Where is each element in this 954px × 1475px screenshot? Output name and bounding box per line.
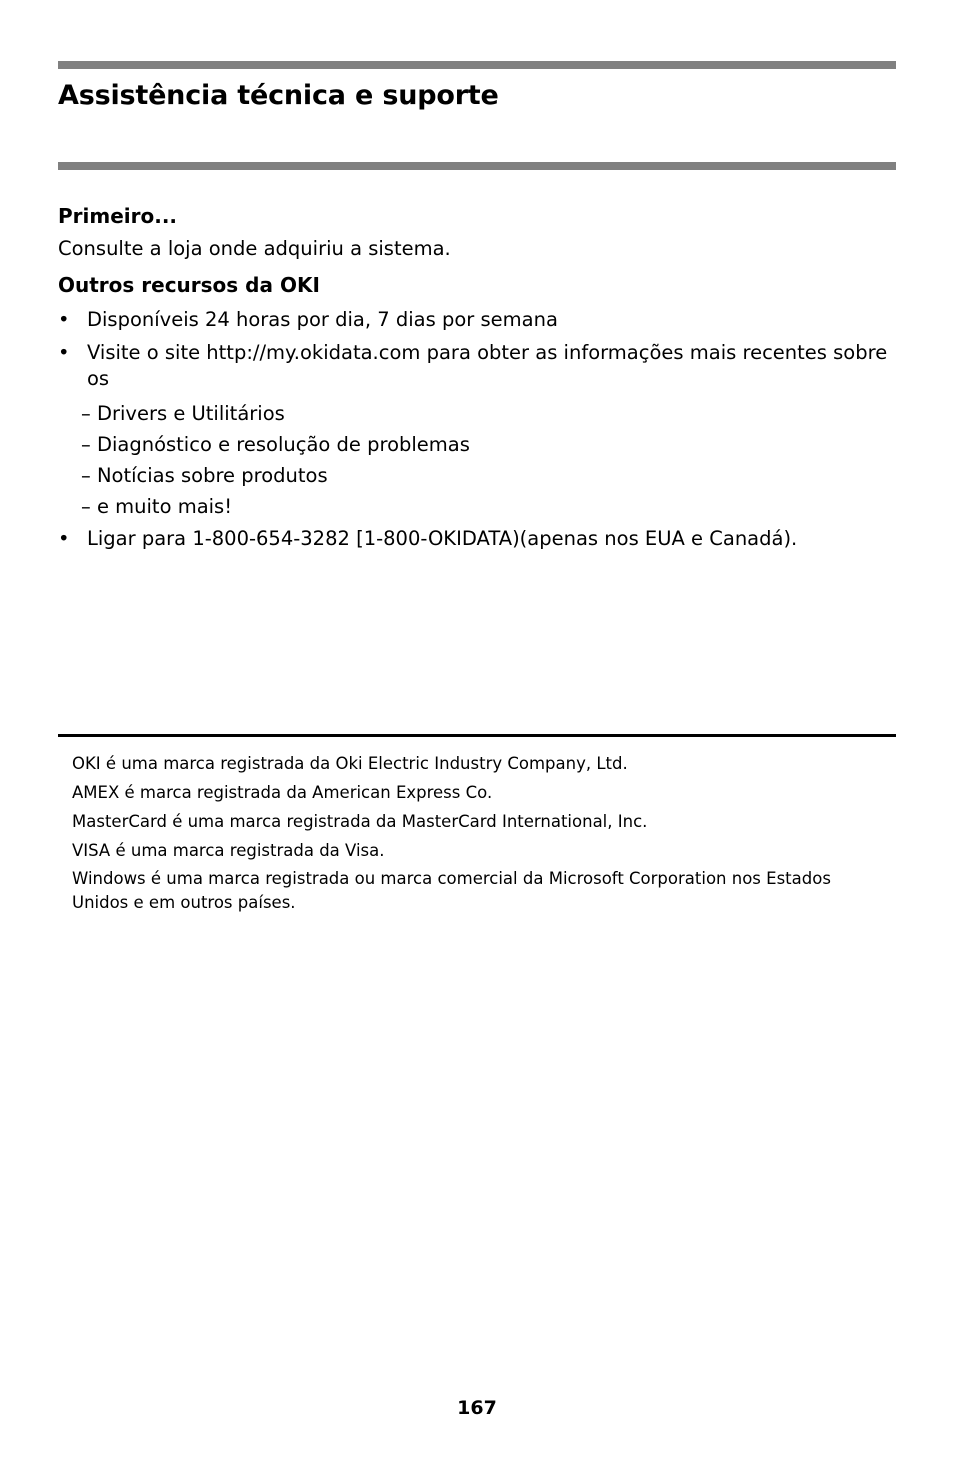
sub-list-item-text: Diagnóstico e resolução de problemas [96, 433, 470, 456]
title-divider [58, 162, 896, 170]
sub-list-item [81, 463, 328, 489]
footnote-divider [58, 734, 896, 737]
trademark-note: OKI é uma marca registrada da Oki Electric Industry Company, Ltd. [72, 754, 628, 773]
sub-list-item [81, 432, 470, 458]
trademark-note: AMEX é marca registrada da American Express Co. [72, 783, 493, 802]
section-text-primeiro: Consulte a loja onde adquiriu a sistema. [58, 237, 451, 260]
sub-list-item [81, 494, 232, 520]
list-item-text: Ligar para 1-800-654-3282 [1-800-OKIDATA)(apenas nos EUA e Canadá). [87, 527, 798, 550]
bullet-marker: • [58, 308, 70, 331]
section-heading-primeiro: Primeiro... [58, 204, 178, 228]
top-divider [58, 61, 896, 69]
sub-list-item [81, 401, 285, 427]
list-item-text: Disponíveis 24 horas por dia, 7 dias por semana [87, 308, 558, 331]
trademark-note: Windows é uma marca registrada ou marca comercial da Microsoft Corporation nos Estados Unidos e em outros países. [72, 869, 831, 912]
sub-list-item-text: Drivers e Utilitários [96, 402, 285, 425]
bullet-marker: • [58, 527, 70, 550]
page-title: Assistência técnica e suporte [58, 80, 499, 111]
dash-marker: – [81, 433, 91, 456]
trademark-note: MasterCard é uma marca registrada da MasterCard International, Inc. [72, 812, 648, 831]
dash-marker: – [81, 495, 91, 518]
list-item-text: Visite o site http://my.okidata.com para obter as informações mais recentes sobre os [87, 341, 888, 390]
trademark-note: VISA é uma marca registrada da Visa. [72, 841, 385, 860]
sub-list-item-text: e muito mais! [96, 495, 233, 518]
bullet-marker: • [58, 341, 70, 364]
dash-marker: – [81, 464, 91, 487]
dash-marker: – [81, 402, 91, 425]
page-number: 167 [457, 1397, 497, 1419]
section-heading-outros-recursos: Outros recursos da OKI [58, 273, 320, 297]
sub-list-item-text: Notícias sobre produtos [96, 464, 328, 487]
